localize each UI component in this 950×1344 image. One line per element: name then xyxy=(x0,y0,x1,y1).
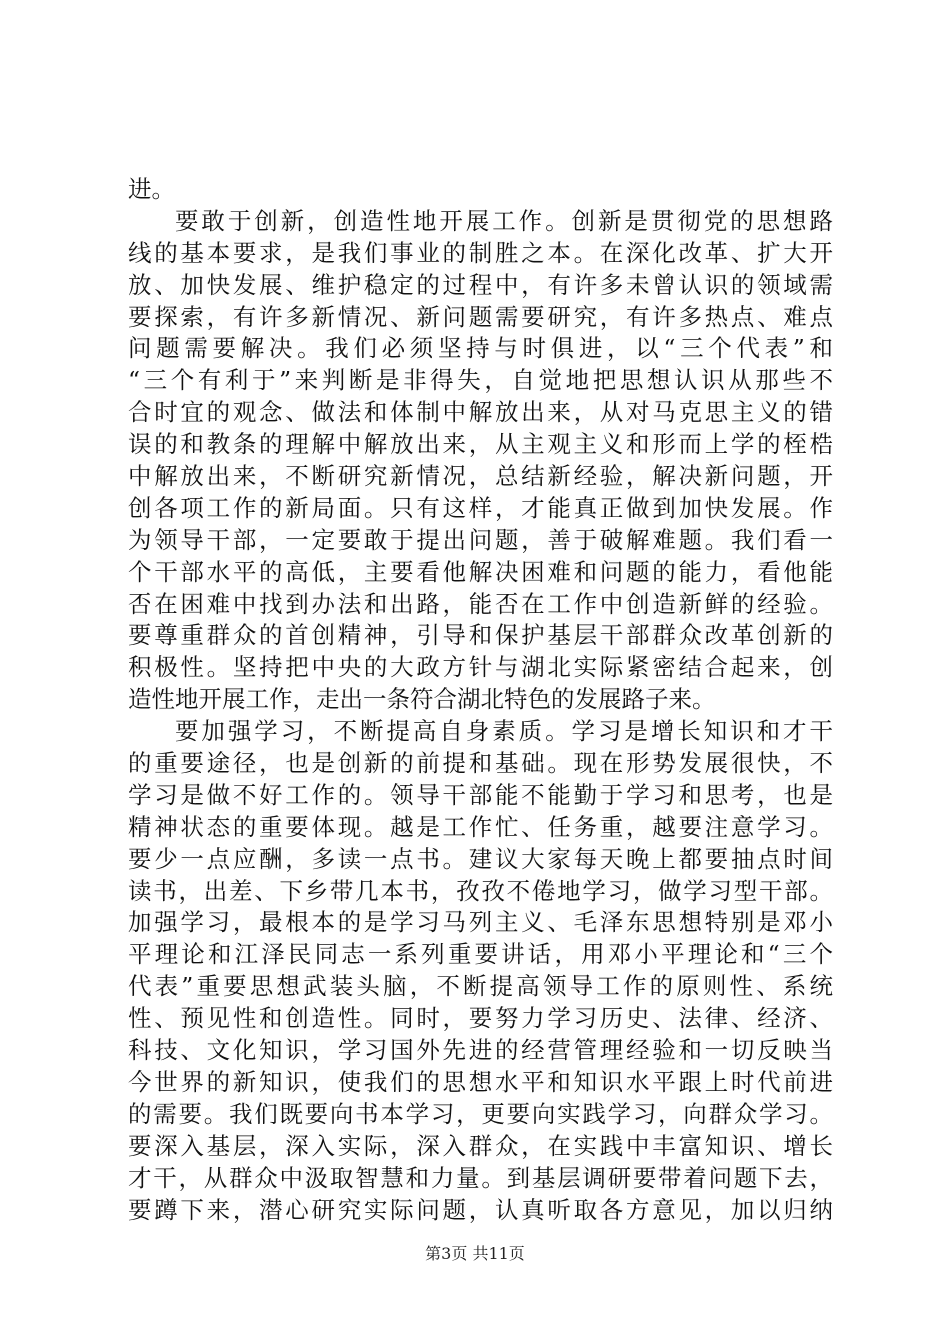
text-line: 加强学习，最根本的是学习马列主义、毛泽东思想特别是邓小 xyxy=(128,908,833,937)
text-line: 造性地开展工作，走出一条符合湖北特色的发展路子来。 xyxy=(128,685,716,714)
text-line: 问题需要解决。我们必须坚持与时俱进，以“三个代表”和 xyxy=(128,334,833,363)
text-line: 要尊重群众的首创精神，引导和保护基层干部群众改革创新的 xyxy=(128,621,833,650)
text-line: 才干，从群众中汲取智慧和力量。到基层调研要带着问题下去， xyxy=(128,1163,833,1192)
text-line: 创各项工作的新局面。只有这样，才能真正做到加快发展。作 xyxy=(128,493,833,522)
text-line: 要蹲下来，潜心研究实际问题，认真听取各方意见，加以归纳 xyxy=(128,1195,833,1224)
text-line: 的需要。我们既要向书本学习，更要向实践学习，向群众学习。 xyxy=(128,1099,833,1128)
text-line: 要探索，有许多新情况、新问题需要研究，有许多热点、难点 xyxy=(128,302,833,331)
text-line: 进。 xyxy=(128,175,175,203)
text-line: 放、加快发展、维护稳定的过程中，有许多未曾认识的领域需 xyxy=(128,270,833,299)
text-line: 个干部水平的高低，主要看他解决困难和问题的能力，看他能 xyxy=(128,557,833,586)
text-line: 积极性。坚持把中央的大政方针与湖北实际紧密结合起来，创 xyxy=(128,653,833,682)
text-line: 科技、文化知识，学习国外先进的经营管理经验和一切反映当 xyxy=(128,1036,833,1065)
text-line: 读书，出差、下乡带几本书，孜孜不倦地学习，做学习型干部。 xyxy=(128,876,833,905)
text-line: “三个有利于”来判断是非得失，自觉地把思想认识从那些不 xyxy=(128,366,833,395)
body-text xyxy=(128,174,833,1226)
text-line: 平理论和江泽民同志一系列重要讲话，用邓小平理论和“三个 xyxy=(128,940,833,969)
text-line: 误的和教条的理解中解放出来，从主观主义和形而上学的桎梏 xyxy=(128,430,833,459)
text-line: 合时宜的观念、做法和体制中解放出来，从对马克思主义的错 xyxy=(128,398,833,427)
text-line: 否在困难中找到办法和出路，能否在工作中创造新鲜的经验。 xyxy=(128,589,833,618)
text-line: 精神状态的重要体现。越是工作忙、任务重，越要注意学习。 xyxy=(128,812,833,841)
page-number-footer: 第3页 共11页 xyxy=(425,1244,525,1263)
text-line: 性、预见性和创造性。同时，要努力学习历史、法律、经济、 xyxy=(128,1004,833,1033)
text-line: 中解放出来，不断研究新情况，总结新经验，解决新问题，开 xyxy=(128,462,833,491)
text-line: 要深入基层，深入实际，深入群众，在实践中丰富知识、增长 xyxy=(128,1131,833,1160)
text-line: 要少一点应酬，多读一点书。建议大家每天晚上都要抽点时间 xyxy=(128,844,833,873)
text-line: 代表”重要思想武装头脑，不断提高领导工作的原则性、系统 xyxy=(128,972,833,1001)
text-line: 的重要途径，也是创新的前提和基础。现在形势发展很快，不 xyxy=(128,749,833,778)
text-line: 要加强学习，不断提高自身素质。学习是增长知识和才干 xyxy=(175,717,833,746)
text-line: 线的基本要求，是我们事业的制胜之本。在深化改革、扩大开 xyxy=(128,238,833,267)
text-line: 今世界的新知识，使我们的思想水平和知识水平跟上时代前进 xyxy=(128,1067,833,1096)
text-line: 学习是做不好工作的。领导干部能不能勤于学习和思考，也是 xyxy=(128,780,833,809)
text-line: 为领导干部，一定要敢于提出问题，善于破解难题。我们看一 xyxy=(128,525,833,554)
text-line: 要敢于创新，创造性地开展工作。创新是贯彻党的思想路 xyxy=(175,206,833,235)
